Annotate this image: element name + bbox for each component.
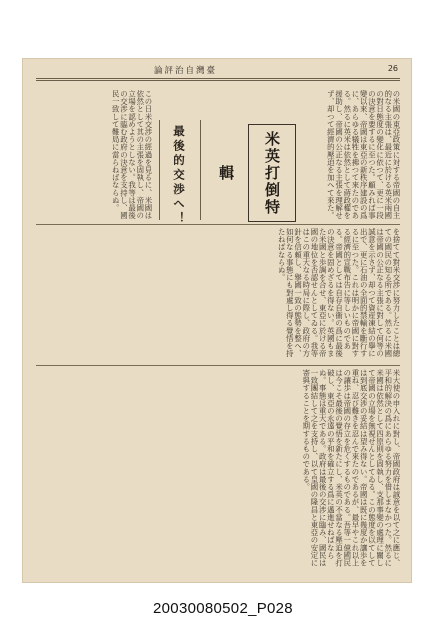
band-divider-2 bbox=[36, 365, 400, 366]
feature-heading: 米英打倒特輯 bbox=[217, 130, 281, 216]
band-divider-1 bbox=[36, 224, 400, 225]
page-number: 26 bbox=[387, 64, 398, 73]
text-column-bottom: 米大使の申入れに對し、帝國政府は誠意を以て之に應じ、平和的解決の爲にあらゆる努力を惜しまなかつた。然るに米國は依然として四原則を固執し、支那事變の處理に關して帝國の立場を無視せんとしてゐる。この態度を以てしては到底交渉の妥結は望み得ない。帝國は既に幾度か讓歩を重ね、忍び難きを忍んで來たのであるが、最早やこれ以上の讓歩は帝國の存立を危くするものである。吾等一億國民は今こそ最後の覺悟を新たにし、米英の不當なる壓迫を打破し、東亞の永遠の平和を確立する爲に邁進せねばならぬ。事態は重大である。政府は最後の交渉に臨み、國民は一致團結して之を支持し、以て皇國の隆昌と東亞の安定に寄與することを期するものである。 bbox=[301, 369, 401, 567]
section-subheading: 最後的交渉へ！ bbox=[172, 125, 186, 227]
journal-title: 論評治自灣臺 bbox=[154, 66, 218, 76]
text-column-middle: を捨てて對米交渉に努力したことは總ての國民の知る所である。然るに米國は帝國の公正なる主張に對して何等の誠意を示さず、却つて資産凍結の擧に出で、更に石油の全面的禁輸を斷行するに至つた。これは明かに帝國に對する經濟的宣戰布告に等しいものである。帝國としては自存自衞の爲に最後の決意を固めざるを得ない。英國もまた米國と歩調を合せ、東亞に於ける帝國の地位を否認せんとしてゐる。我等はこの重大なる時局に際し、政府の方針を信頼し、擧國一致の態勢を整へ、如何なる事態にも對處し得る覺悟を持たねばならぬ。 bbox=[277, 228, 401, 358]
subheading-rule-left bbox=[159, 120, 160, 220]
header-rule bbox=[36, 78, 400, 79]
text-column-top-left: この日米交渉の經過を見るに、米國は依然として其の主張を固執し、帝國の立場を認めようとしない。我等は最後の交渉に臨む政府の決意を支持し、國民一致して難局に當らねばならぬ。 bbox=[111, 90, 153, 220]
subheading-rule-right bbox=[200, 120, 201, 220]
header-rule-2 bbox=[36, 80, 400, 81]
text-column-top-right: の米國の東亞政策に対する帝國の自主的なる主張は、最近に於ける英米兩國の對日態度の變化に依つて、更に一段の決意を要するに至つた。顧みれば事變以來、帝國は東亞の新秩序建設の爲に、あらゆる犠牲を拂つて來たのである。然るに英米は依然として蔣政權を援助し、帝國の公正なる主張を理解せず、却つて經濟的壓迫を加へて來た。 bbox=[326, 90, 401, 220]
document-page bbox=[22, 58, 412, 583]
catalog-id-label: 20030080502_P028 bbox=[153, 600, 293, 617]
feature-heading-box bbox=[217, 124, 296, 222]
